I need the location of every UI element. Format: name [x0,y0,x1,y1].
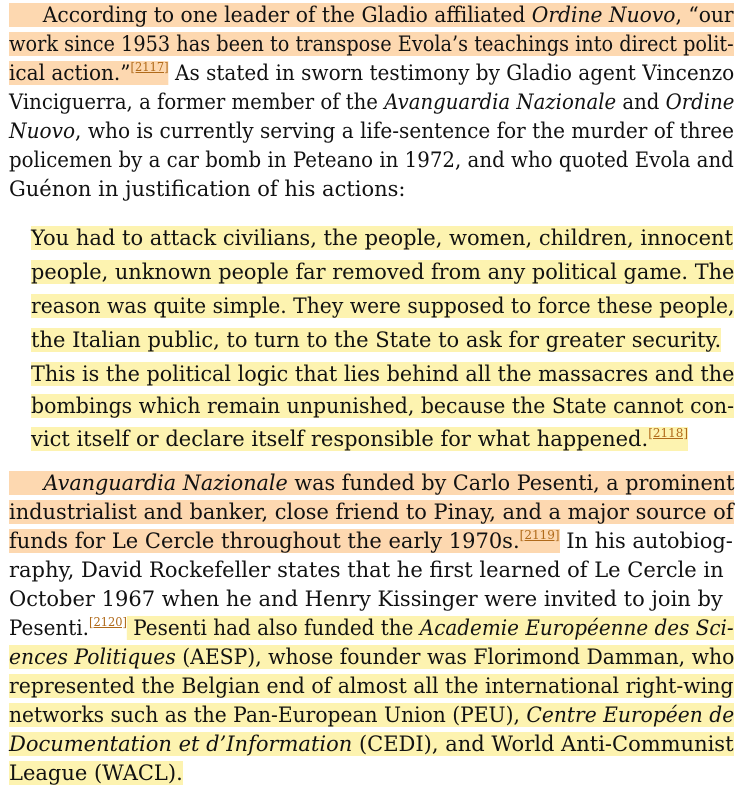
quote-line-3 [31,289,734,323]
text: networks such as the Pan-European Union (PEU), [9,703,527,727]
quote-line-7 [31,422,688,456]
text: was funded by Carlo Pesenti, a prominent [287,471,735,495]
p2-line-7 [9,643,734,672]
text: You had to attack civilians, the people, women, children, innocent [31,226,733,250]
italic-text: Centre Européen de [526,703,735,727]
footnote-link-2120[interactable]: [2120] [88,615,127,629]
p1-line-3 [9,59,734,88]
text: raphy, David Rockefeller states that he first learned of Le Cercle in [9,558,724,582]
text: work since 1953 has been to transpose Evola’s teachings into direct polit- [9,32,734,56]
quote-line-5 [31,357,734,391]
footnote-link-2119[interactable]: [2119] [519,528,560,542]
text: industrialist and banker, close friend to Pinay, and a major source of [9,500,734,524]
italic-text: Academie Européenne des Sci- [419,616,734,640]
p1-line-1 [9,1,734,30]
text: ical action.” [9,61,131,85]
text: policemen by a car bomb in Peteano in 1972, and who quoted Evola and [9,148,734,172]
p1-line-5 [9,117,734,146]
italic-text: Avanguardia Nazionale [43,471,288,495]
p1-line-4 [9,88,734,117]
text: Guénon in justification of his actions: [9,177,406,201]
text: represented the Belgian end of almost all the international right-wing [9,674,734,698]
text: , who is currently serving a life-sentence for the murder of three [75,119,735,143]
quote-line-1 [31,221,733,255]
text: This is the political logic that lies behind all the massacres and the [31,362,735,386]
text: Pesenti. [9,616,89,640]
quote-line-2 [31,255,734,289]
p2-line-9 [9,701,734,730]
text: Vinciguerra, a former member of the [9,90,385,114]
text: the Italian public, to turn to the State to ask for greater security. [31,328,722,352]
p1-line-2 [9,30,734,59]
p2-line-2 [9,498,734,527]
p2-line-11 [9,759,183,788]
p2-line-1 [9,469,734,498]
text: and [616,90,666,114]
text: League (WACL). [9,761,183,785]
p2-line-6 [9,614,734,643]
text: bombings which remain unpunished, because the State cannot con- [31,394,734,418]
text: October 1967 when he and Henry Kissinger were invited to join by [9,587,723,611]
footnote-link-2118[interactable]: [2118] [648,426,689,440]
text: According to one leader of the Gladio affiliated [42,3,532,27]
text: funds for Le Cercle throughout the early 1970s. [9,529,520,553]
text: , “our [675,3,734,27]
italic-text: Avanguardia Nazionale [384,90,617,114]
p2-line-5 [9,585,723,614]
p2-line-4 [9,556,724,585]
italic-text: ences Politiques [9,645,176,669]
text: reason was quite simple. They were supposed to force these people, [31,294,735,318]
italic-text: Documentation et d’Information [9,732,353,756]
text: In his autobiog- [559,529,733,553]
text: people, unknown people far removed from any political game. The [31,260,735,284]
italic-text: Ordine [665,90,735,114]
footnote-link-2117[interactable]: [2117] [130,60,169,74]
quote-line-4 [31,323,721,357]
italic-text: Ordine Nuovo [531,3,676,27]
italic-text: Nuovo [9,119,76,143]
p2-line-8 [9,672,734,701]
p2-line-10 [9,730,734,759]
text: As stated in sworn testimony by Gladio agent Vincenzo [168,61,735,85]
p1-line-6 [9,146,734,175]
text: Pesenti had also funded the [126,616,420,640]
p2-line-3 [9,527,733,556]
p1-line-7 [9,175,406,204]
text: vict itself or declare itself responsible for what happened. [31,427,649,451]
text: (AESP), whose founder was Florimond Damman, who [175,645,735,669]
quote-line-6 [31,389,734,423]
text: (CEDI), and World Anti-Communist [352,732,734,756]
